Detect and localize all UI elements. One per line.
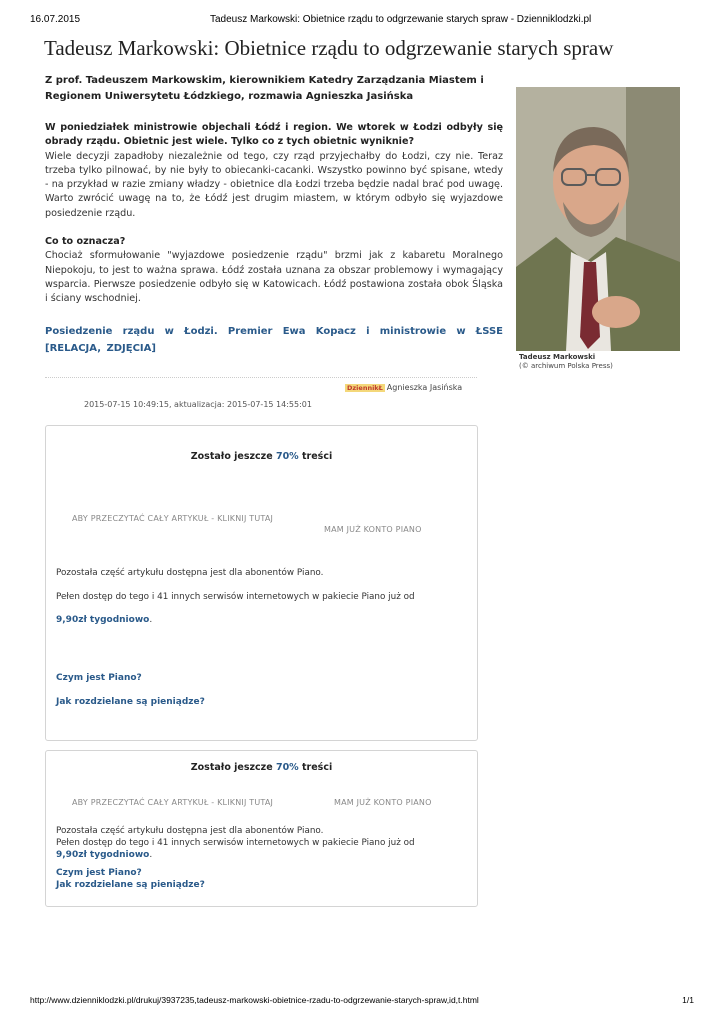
- article-headline: Tadeusz Markowski: Obietnice rządu to odgrzewanie starych spraw: [44, 36, 614, 60]
- what-is-piano-link[interactable]: Czym jest Piano?: [56, 673, 142, 683]
- caption-credit: (© archiwum Polska Press): [519, 362, 613, 370]
- read-full-article-button[interactable]: ABY PRZECZYTAĆ CAŁY ARTYKUŁ - KLIKNIJ TUTAJ: [72, 514, 274, 523]
- divider: [45, 377, 477, 378]
- price-link[interactable]: 9,90zł tygodniowo.: [56, 850, 153, 860]
- paywall-title: Zostało jeszcze 70% treści: [190, 762, 333, 773]
- publish-dates: 2015-07-15 10:49:15, aktualizacja: 2015-07-15 14:55:01: [84, 400, 312, 409]
- portrait-photo: [516, 87, 680, 351]
- paywall-access-text: Pełen dostęp do tego i 41 innych serwisów internetowych w pakiecie Piano już od: [56, 592, 415, 602]
- print-footer: [30, 995, 694, 1009]
- question-1: W poniedziałek ministrowie objechali Łódź i region. We wtorek w Łodzi odbyły się obrady rządu. Obietnic jest wiele. Tylko co z tych obietnic wyniknie?: [45, 122, 503, 148]
- answer-1: Wiele decyzji zapadłoby niezależnie od tego, czy rząd przyjechałby do Łodzi, czy nie. Teraz trzeba tylko pilnować, by nie były to obiecanki-cacanki. Wszystko powinno być spisane, wtedy - na przykład w razie zmiany władzy - obietnice dla Łodzi trzeba będzie nadal brać pod uwagę. Warto zwrócić uwagę na to, że Łódź jest drugim miastem, w którym odbyło się wyjazdowe posiedzenie rządu.: [45, 150, 503, 219]
- author-line: [345, 383, 462, 392]
- paywall-rest-text: Pozostała część artykułu dostępna jest dla abonentów Piano.: [56, 568, 324, 578]
- related-article-link[interactable]: Posiedzenie rządu w Łodzi. Premier Ewa Kopacz i ministrowie w ŁSSE [RELACJA, ZDJĘCIA]: [45, 326, 503, 354]
- paywall-box: [45, 750, 478, 907]
- have-account-button[interactable]: MAM JUŻ KONTO PIANO: [334, 798, 432, 807]
- paywall-access-text: Pełen dostęp do tego i 41 innych serwisów internetowych w pakiecie Piano już od: [56, 838, 415, 848]
- what-is-piano-link[interactable]: Czym jest Piano?: [56, 868, 142, 878]
- print-page-title: Tadeusz Markowski: Obietnice rządu to odgrzewanie starych spraw - Dzienniklodzki.pl: [210, 14, 592, 25]
- print-date: 16.07.2015: [30, 14, 81, 25]
- answer-2: Chociaż sformułowanie "wyjazdowe posiedzenie rządu" brzmi jak z kabaretu Moralnego Niepokoju, to jest to ważna sprawa. Łódź została uznana za obszar problemowy i wymagający wsparcia. Pierwsze posiedzenie odbyło się w Katowicach. Łódź postawiona została obok Śląska i ściany wschodniej.: [45, 250, 503, 305]
- author-name[interactable]: Agnieszka Jasińska: [386, 383, 463, 392]
- caption-name: Tadeusz Markowski: [519, 353, 596, 361]
- paywall-box: [45, 425, 478, 741]
- money-distribution-link[interactable]: Jak rozdzielane są pieniądze?: [56, 697, 205, 707]
- read-full-article-button[interactable]: ABY PRZECZYTAĆ CAŁY ARTYKUŁ - KLIKNIJ TUTAJ: [72, 798, 274, 807]
- page-url: http://www.dzienniklodzki.pl/drukuj/3937235,tadeusz-markowski-obietnice-rzadu-to-odgrzewanie-starych-spraw,id,t.html: [30, 995, 479, 1005]
- article-lead: Z prof. Tadeuszem Markowskim, kierownikiem Katedry Zarządzania Miastem i Regionem Uniwersytetu Łódzkiego, rozmawia Agnieszka Jasińska: [45, 75, 484, 102]
- money-distribution-link[interactable]: Jak rozdzielane są pieniądze?: [56, 880, 205, 890]
- remaining-percent: 70%: [275, 451, 299, 462]
- paywall-rest-text: Pozostała część artykułu dostępna jest dla abonentów Piano.: [56, 826, 324, 836]
- page-number: 1/1: [682, 995, 694, 1005]
- photo-caption: [519, 353, 689, 371]
- print-header: [30, 14, 694, 28]
- remaining-percent: 70%: [275, 762, 299, 773]
- portrait-illustration: [516, 87, 680, 351]
- price-link[interactable]: 9,90zł tygodniowo.: [56, 615, 153, 625]
- question-2: Co to oznacza?: [45, 236, 126, 248]
- paywall-title: Zostało jeszcze 70% treści: [190, 451, 333, 462]
- publisher-logo: DziennikŁ: [347, 383, 383, 392]
- article-body: [45, 121, 503, 321]
- have-account-button[interactable]: MAM JUŻ KONTO PIANO: [324, 525, 422, 534]
